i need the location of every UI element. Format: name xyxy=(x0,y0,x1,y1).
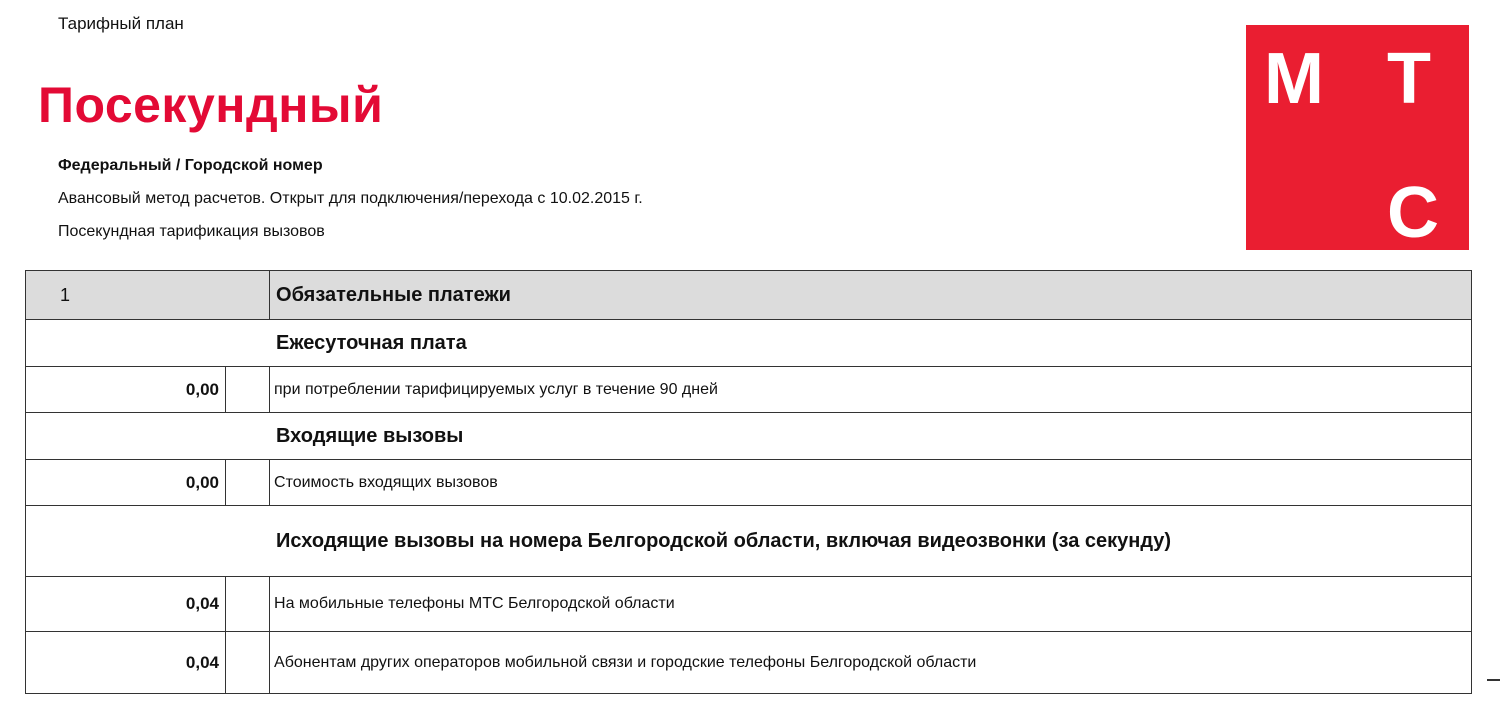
row-description: Абонентам других операторов мобильной связи и городские телефоны Белгородской области xyxy=(270,632,1472,694)
row-price: 0,04 xyxy=(26,632,226,694)
row-description: Стоимость входящих вызовов xyxy=(270,460,1472,506)
group-header-row xyxy=(26,320,1472,367)
logo-letter-m: М xyxy=(1264,39,1324,119)
row-spacer-cell xyxy=(226,460,270,506)
table-row xyxy=(26,460,1472,506)
row-price: 0,00 xyxy=(26,460,226,506)
table-row xyxy=(26,632,1472,694)
document-type-label: Тарифный план xyxy=(58,14,184,33)
group-title-outgoing-calls: Исходящие вызовы на номера Белгородской области, включая видеозвонки (за секунду) xyxy=(26,506,1472,577)
row-spacer-cell xyxy=(226,632,270,694)
tariff-table xyxy=(25,270,1472,694)
group-title-daily-fee: Ежесуточная плата xyxy=(26,320,1472,367)
group-header-row xyxy=(26,413,1472,460)
row-price: 0,04 xyxy=(26,577,226,632)
table-row xyxy=(26,367,1472,413)
mts-logo xyxy=(1246,25,1469,253)
logo-letter-s: С xyxy=(1387,173,1439,253)
group-header-row xyxy=(26,506,1472,577)
row-spacer-cell xyxy=(226,577,270,632)
edge-divider xyxy=(1487,679,1500,681)
group-title-incoming-calls: Входящие вызовы xyxy=(26,413,1472,460)
row-description: при потреблении тарифицируемых услуг в течение 90 дней xyxy=(270,367,1472,413)
payment-method-line: Авансовый метод расчетов. Открыт для подключения/перехода с 10.02.2015 г. xyxy=(58,190,643,207)
billing-type-line: Посекундная тарификация вызовов xyxy=(58,223,325,240)
region-number-type: Федеральный / Городской номер xyxy=(58,157,323,174)
row-price: 0,00 xyxy=(26,367,226,413)
plan-title: Посекундный xyxy=(38,77,384,133)
section-title: Обязательные платежи xyxy=(270,271,1472,320)
table-row xyxy=(26,577,1472,632)
section-header-row xyxy=(26,271,1472,320)
row-spacer-cell xyxy=(226,367,270,413)
section-number: 1 xyxy=(26,271,270,320)
row-description: На мобильные телефоны МТС Белгородской области xyxy=(270,577,1472,632)
logo-letter-t: Т xyxy=(1387,39,1431,119)
